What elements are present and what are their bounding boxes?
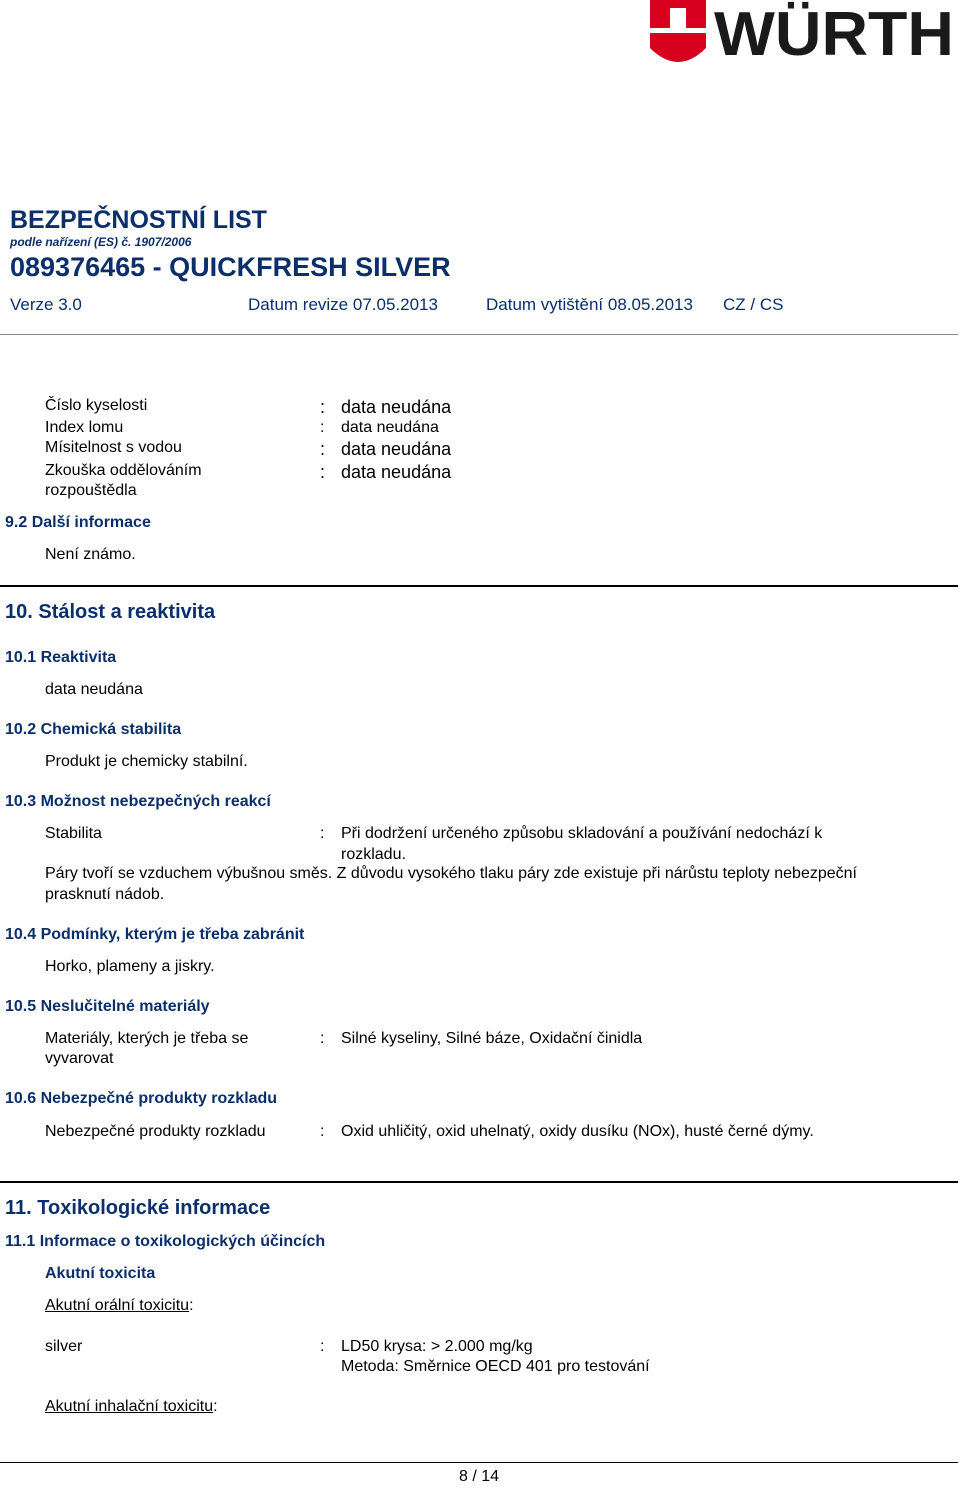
subsection-title-9-2: 9.2 Další informace	[5, 514, 151, 531]
ld50-value: LD50 krysa: > 2.000 mg/kg	[341, 1338, 533, 1355]
prop-value: data neudána	[341, 397, 452, 417]
inhalation-toxicity-colon: :	[213, 1398, 218, 1415]
section-title-11: 11. Toxikologické informace	[5, 1197, 271, 1219]
prop-colon: :	[320, 419, 325, 436]
locale: CZ / CS	[723, 295, 784, 314]
prop-colon: :	[320, 1030, 325, 1047]
section-divider	[0, 585, 958, 587]
prop-label: Číslo kyselosti	[45, 397, 148, 414]
substance-label: silver	[45, 1338, 83, 1355]
prop-colon: :	[320, 1123, 325, 1140]
prop-value: data neudána	[341, 439, 452, 459]
prop-colon: :	[320, 1338, 325, 1355]
logo-text: WÜRTH	[714, 0, 954, 68]
prop-colon: :	[320, 439, 326, 459]
subsection-text: Není známo.	[45, 546, 136, 563]
prop-value: Při dodržení určeného způsobu skladování a používání nedochází k	[341, 825, 823, 842]
subsection-title-10-4: 10.4 Podmínky, kterým je třeba zabránit	[5, 926, 305, 943]
header-divider	[0, 334, 958, 335]
regulation-subtitle: podle nařízení (ES) č. 1907/2006	[10, 235, 192, 249]
prop-label: Index lomu	[45, 419, 124, 436]
oral-toxicity-colon: :	[189, 1297, 194, 1314]
acute-toxicity-heading: Akutní toxicita	[45, 1265, 156, 1282]
subsection-title-11-1: 11.1 Informace o toxikologických účincích	[5, 1233, 326, 1250]
prop-label: Stabilita	[45, 825, 102, 842]
prop-value-cont: rozkladu.	[341, 846, 406, 863]
section-divider	[0, 1181, 958, 1183]
subsection-text: Horko, plameny a jiskry.	[45, 958, 215, 975]
footer-divider	[0, 1462, 958, 1463]
version: Verze 3.0	[10, 295, 82, 314]
subsection-title-10-2: 10.2 Chemická stabilita	[5, 721, 182, 738]
inhalation-toxicity-label: Akutní inhalační toxicitu	[45, 1398, 214, 1415]
subsection-title-10-1: 10.1 Reaktivita	[5, 649, 117, 666]
subsection-text: data neudána	[45, 681, 143, 698]
oral-toxicity-label: Akutní orální toxicitu	[45, 1297, 190, 1314]
document-title: BEZPEČNOSTNÍ LIST	[10, 206, 267, 234]
subsection-title-10-5: 10.5 Neslučitelné materiály	[5, 998, 210, 1015]
prop-colon: :	[320, 462, 326, 482]
print-date: Datum vytištění 08.05.2013	[486, 295, 693, 314]
prop-value: data neudána	[341, 462, 452, 482]
wurth-logo	[648, 0, 958, 68]
prop-colon: :	[320, 397, 326, 417]
prop-label: Materiály, kterých je třeba se	[45, 1030, 249, 1047]
prop-label-cont: vyvarovat	[45, 1050, 114, 1067]
prop-colon: :	[320, 825, 325, 842]
note-text-cont: prasknutí nádob.	[45, 886, 165, 903]
prop-value: Oxid uhličitý, oxid uhelnatý, oxidy dusíku (NOx), husté černé dýmy.	[341, 1123, 814, 1140]
prop-label: Zkouška oddělováním	[45, 462, 202, 479]
note-text: Páry tvoří se vzduchem výbušnou směs. Z důvodu vysokého tlaku páry zde existuje při nárůstu teploty nebezpeční	[45, 865, 857, 882]
subsection-title-10-6: 10.6 Nebezpečné produkty rozkladu	[5, 1090, 278, 1107]
inhalation-toxicity-heading	[45, 1397, 218, 1417]
prop-label-cont: rozpouštědla	[45, 482, 137, 499]
prop-value: data neudána	[341, 419, 439, 436]
product-name: 089376465 - QUICKFRESH SILVER	[10, 252, 451, 282]
prop-label: Mísitelnost s vodou	[45, 439, 182, 456]
revision-date: Datum revize 07.05.2013	[248, 295, 438, 314]
prop-label: Nebezpečné produkty rozkladu	[45, 1123, 266, 1140]
page-number: 8 / 14	[458, 1468, 500, 1485]
prop-value: Silné kyseliny, Silné báze, Oxidační činidla	[341, 1030, 643, 1047]
ld50-method: Metoda: Směrnice OECD 401 pro testování	[341, 1358, 650, 1375]
subsection-title-10-3: 10.3 Možnost nebezpečných reakcí	[5, 793, 271, 810]
section-title-10: 10. Stálost a reaktivita	[5, 601, 216, 623]
subsection-text: Produkt je chemicky stabilní.	[45, 753, 248, 770]
oral-toxicity-heading	[45, 1296, 194, 1316]
